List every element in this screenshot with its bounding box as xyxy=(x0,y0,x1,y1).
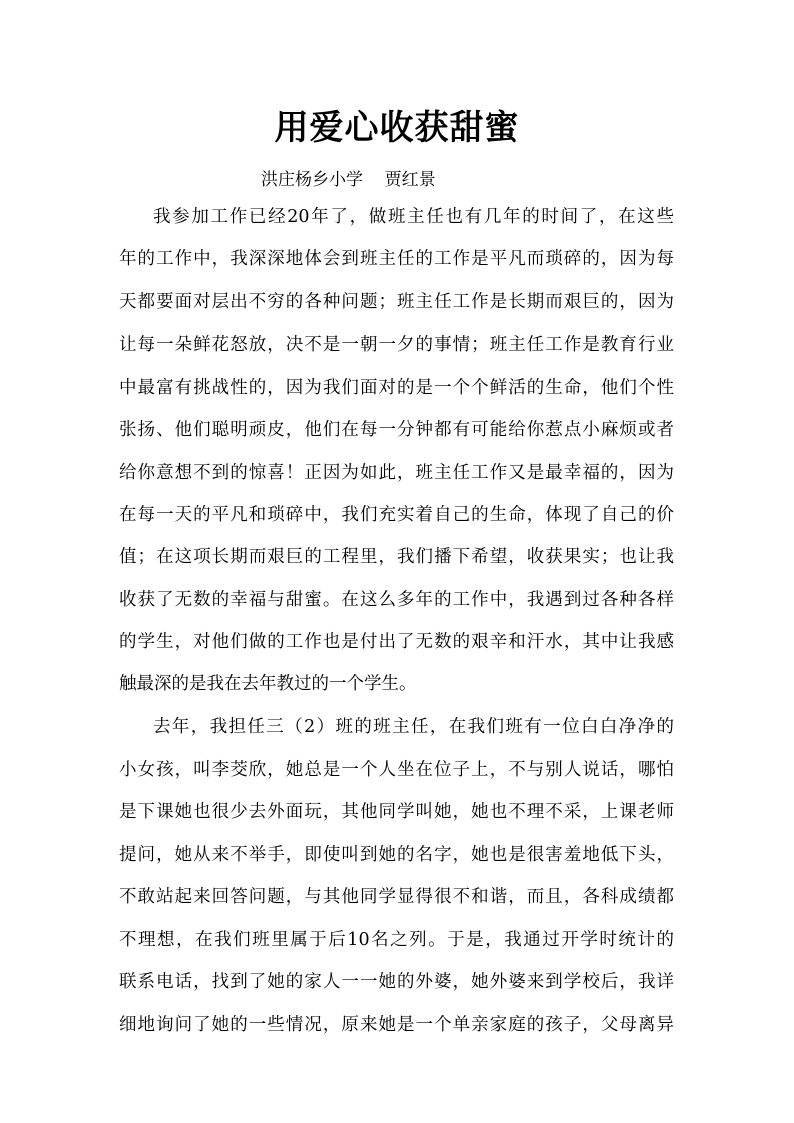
text-line: 给你意想不到的惊喜！正因为如此，班主任工作又是最幸福的，因为 xyxy=(119,463,674,483)
text-line: 小女孩，叫李茭欣，她总是一个人坐在位子上，不与别人说话，哪怕 xyxy=(119,760,674,780)
text-line: 年的工作中，我深深地体会到班主任的工作是平凡而琐碎的，因为每 xyxy=(119,249,674,269)
text-line: 不理想，在我们班里属于后10名之列。于是，我通过开学时统计的 xyxy=(119,930,674,950)
text-line: 让每一朵鲜花怒放，决不是一朝一夕的事情；班主任工作是教育行业 xyxy=(119,335,674,355)
text-line: 收获了无数的幸福与甜蜜。在这么多年的工作中，我遇到过各种各样 xyxy=(119,590,674,610)
author-line: 洪庄杨乡小学 贾红景 xyxy=(261,170,436,190)
text-line: 值；在这项长期而艰巨的工程里，我们播下希望，收获果实；也让我 xyxy=(119,547,674,567)
text-line: 的学生，对他们做的工作也是付出了无数的艰辛和汗水，其中让我感 xyxy=(119,632,674,652)
text-line: 触最深的是我在去年教过的一个学生。 xyxy=(119,674,417,694)
text-line: 天都要面对层出不穷的各种问题；班主任工作是长期而艰巨的，因为 xyxy=(119,292,674,312)
text-line: 在每一天的平凡和琐碎中，我们充实着自己的生命，体现了自己的价 xyxy=(119,505,674,525)
text-line: 我参加工作已经20年了，做班主任也有几年的时间了，在这些 xyxy=(153,207,674,227)
text-line: 是下课她也很少去外面玩，其他同学叫她，她也不理不采，上课老师 xyxy=(119,802,674,822)
text-line: 张扬、他们聪明顽皮，他们在每一分钟都有可能给你惹点小麻烦或者 xyxy=(119,420,674,440)
text-line: 中最富有挑战性的，因为我们面对的是一个个鲜活的生命，他们个性 xyxy=(119,378,674,398)
text-line: 提问，她从来不举手，即使叫到她的名字，她也是很害羞地低下头， xyxy=(119,845,674,865)
text-line: 去年，我担任三（2）班的班主任，在我们班有一位白白净净的 xyxy=(153,717,674,737)
text-line: 细地询问了她的一些情况，原来她是一个单亲家庭的孩子，父母离异 xyxy=(119,1015,674,1035)
text-line: 不敢站起来回答问题，与其他同学显得很不和谐，而且，各科成绩都 xyxy=(119,887,674,907)
document-title: 用爱心收获甜蜜 xyxy=(274,108,520,148)
text-line: 联系电话，找到了她的家人一一她的外婆，她外婆来到学校后，我详 xyxy=(119,972,674,992)
